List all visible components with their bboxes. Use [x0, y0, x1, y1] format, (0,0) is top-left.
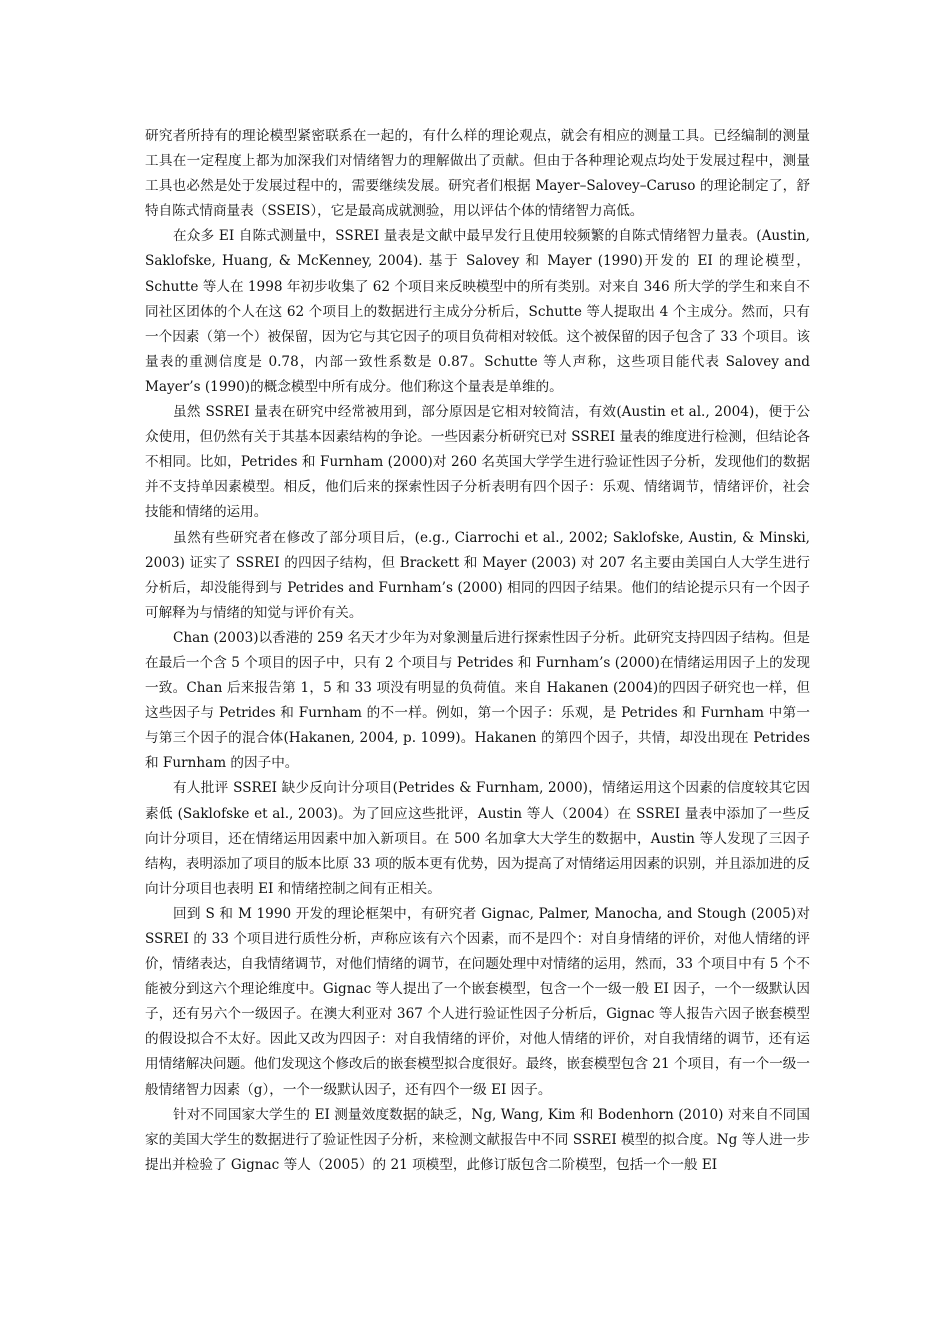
paragraph: Chan (2003)以香港的 259 名天才少年为对象测量后进行探索性因子分析。此研究支持四因子结构。但是在最后一个含 5 个项目的因子中，只有 2 个项目与 Petrides 和 Furnham’s (2000)在情绪运用因子上的发现一致。Chan 后来报告第 1，5 和 33 项没有明显的负荷值。来自 Hakanen (2004)的四因子研究也一样，但这些因子与 Petrides 和 Furnham 的不一样。例如，第一个因子：乐观，是 Petrides 和 Furnham 中第一与第三个因子的混合体(Hakanen, 2004, p. 1099)。Hakanen 的第四个因子，共情，却没出现在 Petrides 和 Furnham 的因子中。	[145, 629, 810, 772]
paragraph: 在众多 EI 自陈式测量中，SSREI 量表是文献中最早发行且使用较频繁的自陈式情绪智力量表。(Austin, Saklofske, Huang, & McKenney, 2004). 基于 Salovey 和 Mayer (1990)开发的 EI 的理论模型，Schutte 等人在 1998 年初步收集了 62 个项目来反映模型中的所有类别。对来自 346 所大学的学生和来自不同社区团体的个人在这 62 个项目上的数据进行主成分分析后，Schutte 等人提取出 4 个主成分。然而，只有一个因素（第一个）被保留，因为它与其它因子的项目负荷相对较低。这个被保留的因子包含了 33 个项目。该量表的重测信度是 0.78，内部一致性系数是 0.87。Schutte 等人声称，这些项目能代表 Salovey and Mayer’s (1990)的概念模型中所有成分。他们称这个量表是单维的。	[145, 228, 810, 395]
paragraph: 针对不同国家大学生的 EI 测量效度数据的缺乏，Ng, Wang, Kim 和 Bodenhorn (2010) 对来自不同国家的美国大学生的数据进行了验证性因子分析，来检测文献报告中不同 SSREI 模型的拟合度。Ng 等人进一步提出并检验了 Gignac 等人（2005）的 21 项模型，此修订版包含二阶模型，包括一个一般 EI	[145, 1106, 810, 1173]
paragraph: 虽然 SSREI 量表在研究中经常被用到，部分原因是它相对较简洁，有效(Austin et al., 2004)，便于公众使用，但仍然有关于其基本因素结构的争论。一些因素分析研究已对 SSREI 量表的维度进行检测，但结论各不相同。比如，Petrides 和 Furnham (2000)对 260 名英国大学学生进行验证性因子分析，发现他们的数据并不支持单因素模型。相反，他们后来的探索性因子分析表明有四个因子：乐观、情绪调节，情绪评价，社会技能和情绪的运用。	[145, 404, 810, 521]
paragraph: 回到 S 和 M 1990 开发的理论框架中，有研究者 Gignac, Palmer, Manocha, and Stough (2005)对 SSREI 的 33 个项目进行质性分析，声称应该有六个因素，而不是四个：对自身情绪的评价，对他人情绪的评价，情绪表达，自我情绪调节，对他们情绪的调节，在问题处理中对情绪的运用，然而，33 个项目中有 5 个不能被分到这六个理论维度中。Gignac 等人提出了一个嵌套模型，包含一个一级一般 EI 因子，一个一级默认因子，还有另六个一级因子。在澳大利亚对 367 个人进行验证性因子分析后，Gignac 等人报告六因子嵌套模型的假设拟合不太好。因此又改为四因子：对自我情绪的评价，对他人情绪的评价，对自我情绪的调节，还有运用情绪解决问题。他们发现这个修改后的嵌套模型拟合度很好。最终，嵌套模型包含 21 个项目，有一个一级一般情绪智力因素（g），一个一级默认因子，还有四个一级 EI 因子。	[145, 905, 810, 1098]
paragraph: 研究者所持有的理论模型紧密联系在一起的，有什么样的理论观点，就会有相应的测量工具。已经编制的测量工具在一定程度上都为加深我们对情绪智力的理解做出了贡献。但由于各种理论观点均处于发展过程中，测量工具也必然是处于发展过程中的，需要继续发展。研究者们根据 Mayer–Salovey–Caruso 的理论制定了，舒特自陈式情商量表（SSEIS），它是最高成就测验，用以评估个体的情绪智力高低。	[145, 128, 810, 220]
paragraph: 有人批评 SSREI 缺少反向计分项目(Petrides & Furnham, 2000)，情绪运用这个因素的信度较其它因素低 (Saklofske et al., 2003)。为了回应这些批评，Austin 等人（2004）在 SSREI 量表中添加了一些反向计分项目，还在情绪运用因素中加入新项目。在 500 名加拿大大学生的数据中，Austin 等人发现了三因子结构，表明添加了项目的版本比原 33 项的版本更有优势，因为提高了对情绪运用因素的识别，并且添加进的反向计分项目也表明 EI 和情绪控制之间有正相关。	[145, 780, 810, 897]
body-text	[145, 124, 810, 1178]
paragraph: 虽然有些研究者在修改了部分项目后，(e.g., Ciarrochi et al., 2002; Saklofske, Austin, & Minski, 2003) 证实了 SSREI 的四因子结构，但 Brackett 和 Mayer (2003) 对 207 名主要由美国白人大学生进行分析后，却没能得到与 Petrides and Furnham’s (2000) 相同的四因子结果。他们的结论提示只有一个因子可解释为与情绪的知觉与评价有关。	[145, 529, 810, 621]
